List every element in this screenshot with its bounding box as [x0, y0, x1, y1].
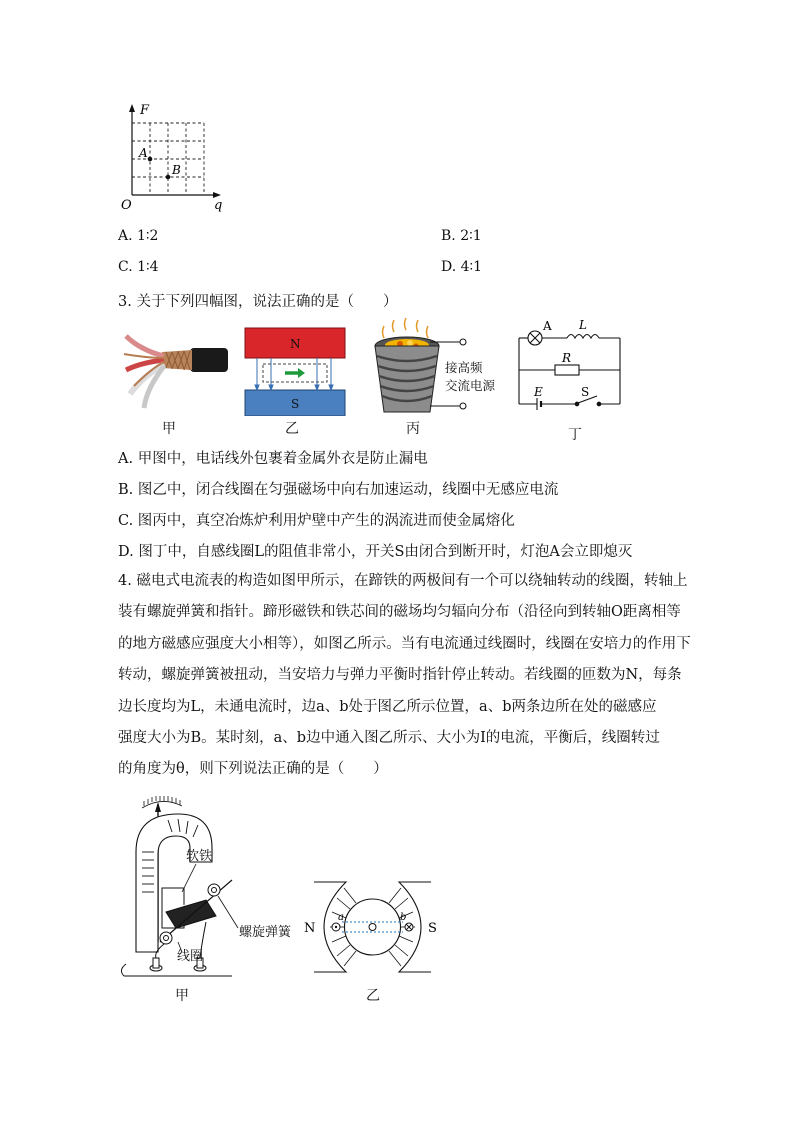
circuit-e-label: E: [534, 385, 543, 399]
q4-stem-line: 转动，螺旋弹簧被扭动，当安培力与弹力平衡时指针停止转动。若线圈的匝数为N，每条: [118, 667, 682, 684]
magnet-coil-figure: [243, 324, 347, 416]
q2-option-a[interactable]: A. 1∶2: [118, 228, 159, 244]
q2-option-b[interactable]: B. 2∶1: [441, 228, 482, 244]
q3-option-c[interactable]: C. 图丙中，真空冶炼炉利用炉壁中产生的涡流进而使金属熔化: [118, 513, 515, 529]
magnet-n-label: N: [290, 337, 301, 351]
caption-ding: 丁: [568, 427, 582, 443]
pole-s-label: S: [428, 921, 437, 936]
force-charge-graph: [112, 100, 242, 215]
radial-field-figure: [300, 876, 445, 978]
graph-origin-label: O: [121, 198, 132, 213]
circuit-s-label: S: [581, 385, 590, 399]
edge-b-label: b: [400, 912, 407, 923]
hf-source-label-1: 接高频: [445, 360, 483, 375]
circuit-l-label: L: [579, 318, 587, 332]
label-spiral-spring: 螺旋弹簧: [239, 925, 292, 940]
graph-x-axis-label: q: [214, 198, 223, 213]
shielded-wire-figure: [122, 322, 232, 414]
caption-jia: 甲: [162, 421, 176, 437]
q2-option-c[interactable]: C. 1∶4: [118, 259, 159, 275]
q3-stem: 3. 关于下列四幅图，说法正确的是（ ）: [118, 294, 398, 310]
edge-a-label: a: [338, 912, 344, 923]
label-soft-iron: 软铁: [186, 849, 213, 864]
q4-stem-line: 装有螺旋弹簧和指针。蹄形磁铁和铁芯间的磁场均匀辐向分布（沿径向到转轴O距离相等: [118, 604, 681, 621]
label-coil: 线圈: [177, 949, 204, 964]
pole-n-label: N: [304, 921, 316, 936]
q4-stem-line: 的角度为θ，则下列说法正确的是（ ）: [118, 761, 388, 778]
q4-stem-line: 4. 磁电式电流表的构造如图甲所示，在蹄铁的两极间有一个可以绕轴转动的线圈，转轴上: [118, 573, 688, 589]
caption-bing: 丙: [406, 421, 420, 437]
caption-yi: 乙: [285, 421, 299, 437]
q4-stem-line: 边长度均为L，未通电流时，边a、b处于图乙所示位置，a、b两条边所在处的磁感应: [118, 698, 657, 715]
q4-stem-line: 的地方磁感应强度大小相等），如图乙所示。当有电流通过线圈时，线圈在安培力的作用下: [118, 635, 691, 652]
graph-y-axis-label: F: [140, 103, 150, 118]
circuit-lamp-label: A: [543, 319, 552, 333]
caption-q4-jia: 甲: [175, 988, 189, 1004]
inductance-circuit-figure: [515, 318, 625, 410]
q2-option-d[interactable]: D. 4∶1: [441, 259, 483, 275]
q3-option-d[interactable]: D. 图丁中，自感线圈L的阻值非常小，开关S由闭合到断开时，灯泡A会立即熄灭: [118, 544, 633, 560]
q3-option-b[interactable]: B. 图乙中，闭合线圈在匀强磁场中向右加速运动，线圈中无感应电流: [118, 482, 559, 498]
hf-source-label-2: 交流电源: [445, 378, 496, 393]
circuit-r-label: R: [562, 351, 572, 365]
q4-stem-line: 强度大小为B。某时刻，a、b边中通入图乙所示、大小为I的电流，平衡后，线圈转过: [118, 730, 660, 747]
q3-option-a[interactable]: A. 甲图中，电话线外包裹着金属外衣是防止漏电: [118, 451, 428, 467]
magnet-s-label: S: [291, 397, 300, 411]
graph-point-a-label: A: [139, 146, 148, 160]
caption-q4-yi: 乙: [366, 988, 380, 1004]
galvanometer-figure: [120, 792, 300, 982]
graph-point-b-label: B: [172, 163, 181, 177]
q4-stem: [118, 566, 691, 786]
